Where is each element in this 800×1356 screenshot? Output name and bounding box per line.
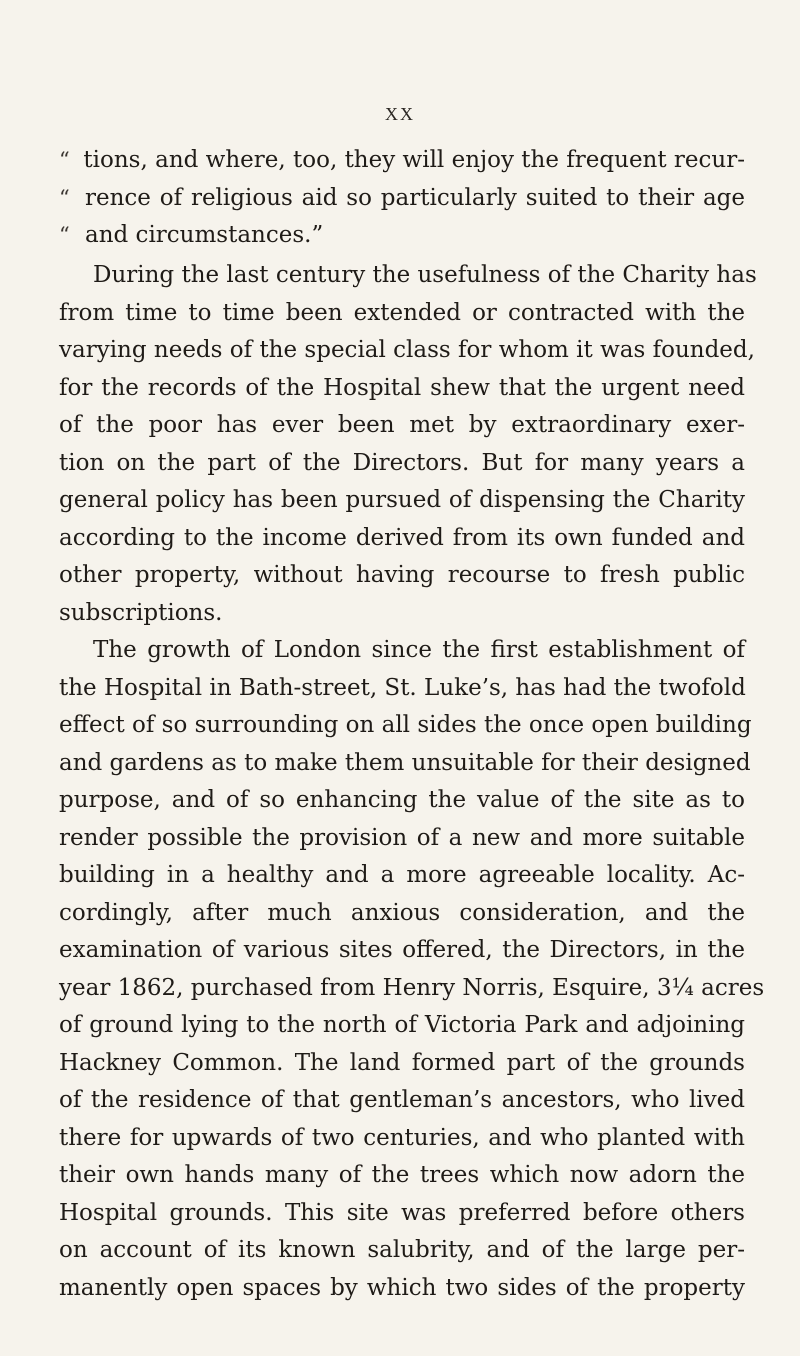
paragraph-line: year 1862, purchased from Henry Norris, Esquire, 3¼ acres — [59, 974, 765, 1001]
paragraph-line: effect of so surrounding on all sides the once open building — [59, 712, 752, 738]
paragraph-line: and gardens as to make them unsuitable for their designed — [59, 749, 751, 776]
paragraph-line: Hospital grounds. This site was preferred before others — [59, 1199, 745, 1226]
paragraph-line: on account of its known salubrity, and of the large per- — [59, 1237, 745, 1263]
paragraph-line: for the records of the Hospital shew that the urgent need — [59, 374, 745, 401]
paragraph-line: render possible the provision of a new and more suitable — [59, 824, 745, 851]
quote-line — [59, 217, 745, 255]
paragraph-charity-usefulness — [59, 257, 757, 632]
quote-line-text: tions, and where, too, they will enjoy the frequent recur- — [83, 147, 745, 173]
quotation-block — [59, 142, 745, 255]
paragraph-line: Hackney Common. The land formed part of the grounds — [59, 1049, 745, 1076]
paragraph-line: During the last century the usefulness of the Charity has — [93, 262, 757, 288]
quote-mark: “ — [59, 223, 70, 247]
paragraph-line: general policy has been pursued of dispensing the Charity — [59, 487, 745, 513]
paragraph-line: of ground lying to the north of Victoria Park and adjoining — [59, 1012, 745, 1038]
paragraph-line: from time to time been extended or contracted with the — [59, 299, 745, 326]
quote-mark: “ — [59, 185, 70, 210]
paragraph-line: there for upwards of two centuries, and who planted with — [59, 1124, 745, 1151]
paragraph-line: of the residence of that gentleman’s ancestors, who lived — [59, 1087, 745, 1113]
paragraph-line: examination of various sites offered, the Directors, in the — [59, 937, 745, 963]
paragraph-line: the Hospital in Bath-street, St. Luke’s, has had the twofold — [59, 674, 746, 701]
quote-line — [59, 142, 745, 180]
quote-line-text: rence of religious aid so particularly suited to their age — [85, 184, 745, 211]
quote-line — [59, 180, 745, 218]
paragraph-line: purpose, and of so enhancing the value of the site as to — [59, 787, 745, 813]
paragraph-line: subscriptions. — [59, 599, 223, 626]
paragraph-line: The growth of London since the first establishment of — [93, 637, 745, 663]
paragraph-line: of the poor has ever been met by extraordinary exer- — [59, 412, 745, 438]
quote-line-text: and circumstances.” — [85, 222, 324, 248]
paragraph-line: according to the income derived from its own funded and — [59, 524, 745, 551]
paragraph-line: varying needs of the special class for whom it was founded, — [59, 337, 755, 363]
paragraph-growth-of-london — [59, 632, 765, 1307]
page-number: XX — [385, 104, 415, 124]
paragraph-line: tion on the part of the Directors. But for many years a — [59, 449, 745, 476]
paragraph-line: manently open spaces by which two sides of the property — [59, 1274, 745, 1301]
paragraph-line: their own hands many of the trees which now adorn the — [59, 1162, 745, 1188]
paragraph-line: other property, without having recourse to fresh public — [59, 562, 745, 588]
quote-mark: “ — [59, 148, 70, 172]
paragraph-line: building in a healthy and a more agreeable locality. Ac- — [59, 862, 745, 888]
paragraph-line: cordingly, after much anxious consideration, and the — [59, 899, 745, 926]
